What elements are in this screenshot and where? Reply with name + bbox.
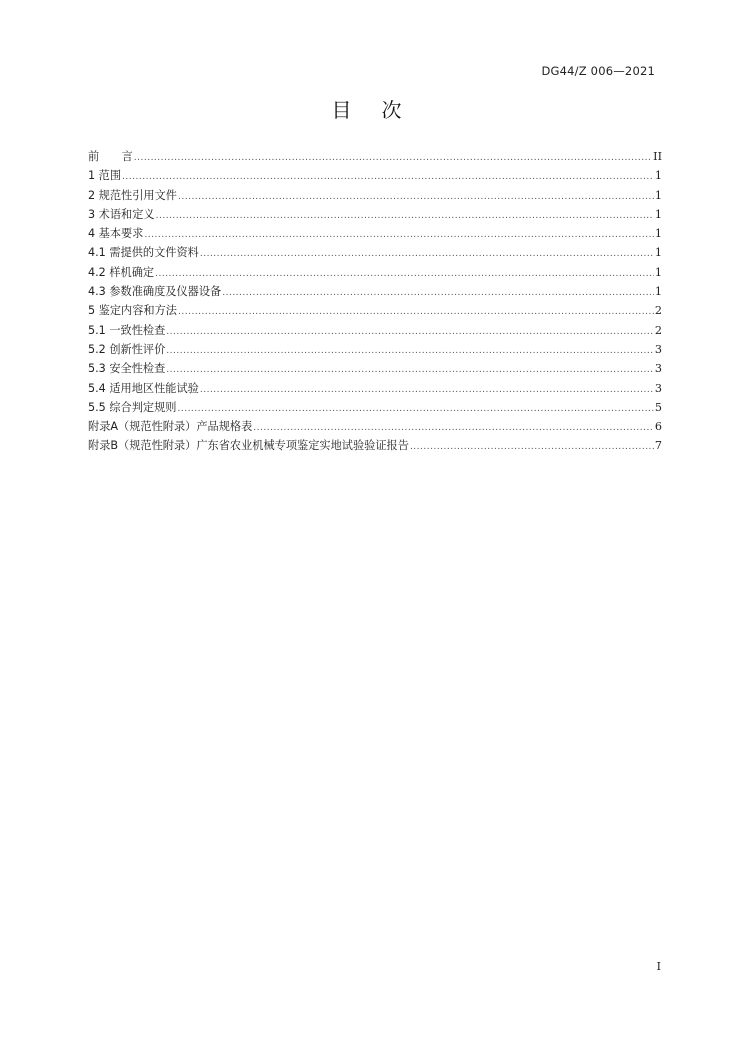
toc-entry-label: 5.3 安全性检查 xyxy=(88,362,166,376)
toc-entry[interactable] xyxy=(88,224,662,243)
toc-dot-leader xyxy=(410,438,654,457)
toc-entry-page: 3 xyxy=(654,362,662,376)
toc-dot-leader xyxy=(156,207,654,226)
document-code: DG44/Z 006—2021 xyxy=(541,64,655,78)
toc-dot-leader xyxy=(166,361,654,380)
toc-dot-leader xyxy=(178,188,654,207)
toc-entry[interactable] xyxy=(88,379,662,398)
toc-entry-page: 1 xyxy=(654,207,662,221)
toc-entry-page: 5 xyxy=(654,400,662,414)
toc-entry-label: 1 范围 xyxy=(88,169,122,183)
toc-entry-label: 5 鉴定内容和方法 xyxy=(88,304,177,318)
toc-entry[interactable] xyxy=(88,398,662,417)
toc-entry-page: II xyxy=(653,150,662,163)
toc-entry-page: 1 xyxy=(654,227,662,241)
toc-entry-page: 1 xyxy=(654,188,662,202)
toc-dot-leader xyxy=(155,265,654,284)
toc-dot-leader xyxy=(178,303,654,322)
toc-entry-page: 1 xyxy=(654,169,662,183)
toc-entry-page: 1 xyxy=(654,265,662,279)
toc-entry[interactable] xyxy=(88,282,662,301)
toc-entry[interactable] xyxy=(88,147,662,166)
toc-entry-label: 4.3 参数准确度及仪器设备 xyxy=(88,285,222,299)
toc-dot-leader xyxy=(200,245,654,264)
toc-dot-leader xyxy=(134,149,652,168)
toc-dot-leader xyxy=(144,226,653,245)
toc-entry-page: 3 xyxy=(654,342,662,356)
toc-entry[interactable] xyxy=(88,166,662,185)
toc-entry-page: 1 xyxy=(654,246,662,260)
toc-dot-leader xyxy=(166,342,654,361)
toc-entry-page: 1 xyxy=(654,285,662,299)
table-of-contents xyxy=(88,147,662,456)
toc-entry-label: 5.4 适用地区性能试验 xyxy=(88,381,199,395)
toc-entry-label: 4.1 需提供的文件资料 xyxy=(88,246,199,260)
toc-entry-page: 7 xyxy=(654,439,662,453)
toc-entry-label: 附录A（规范性附录）产品规格表 xyxy=(88,420,253,434)
toc-entry-label: 附录B（规范性附录）广东省农业机械专项鉴定实地试验验证报告 xyxy=(88,439,409,453)
toc-entry[interactable] xyxy=(88,186,662,205)
toc-entry[interactable] xyxy=(88,243,662,262)
page-number: I xyxy=(656,960,661,973)
toc-entry[interactable] xyxy=(88,263,662,282)
toc-entry[interactable] xyxy=(88,417,662,436)
toc-entry-label: 2 规范性引用文件 xyxy=(88,188,177,202)
toc-dot-leader xyxy=(200,381,654,400)
toc-entry-page: 3 xyxy=(654,381,662,395)
toc-entry-label: 4 基本要求 xyxy=(88,227,144,241)
toc-entry-page: 2 xyxy=(654,304,662,318)
toc-entry-page: 6 xyxy=(654,420,662,434)
toc-entry[interactable] xyxy=(88,205,662,224)
toc-dot-leader xyxy=(166,323,654,342)
toc-entry-page: 2 xyxy=(654,323,662,337)
toc-entry[interactable] xyxy=(88,359,662,378)
toc-dot-leader xyxy=(222,284,654,303)
toc-entry-label: 5.2 创新性评价 xyxy=(88,342,166,356)
toc-entry-label: 3 术语和定义 xyxy=(88,207,155,221)
toc-entry[interactable] xyxy=(88,436,662,455)
toc-entry[interactable] xyxy=(88,301,662,320)
toc-entry[interactable] xyxy=(88,340,662,359)
toc-entry-label: 前 言 xyxy=(88,150,133,163)
toc-entry-label: 5.1 一致性检查 xyxy=(88,323,166,337)
toc-entry-label: 4.2 样机确定 xyxy=(88,265,155,279)
toc-entry-label: 5.5 综合判定规则 xyxy=(88,400,177,414)
toc-entry[interactable] xyxy=(88,321,662,340)
page-title: 目次 xyxy=(331,98,432,122)
toc-dot-leader xyxy=(122,168,654,187)
